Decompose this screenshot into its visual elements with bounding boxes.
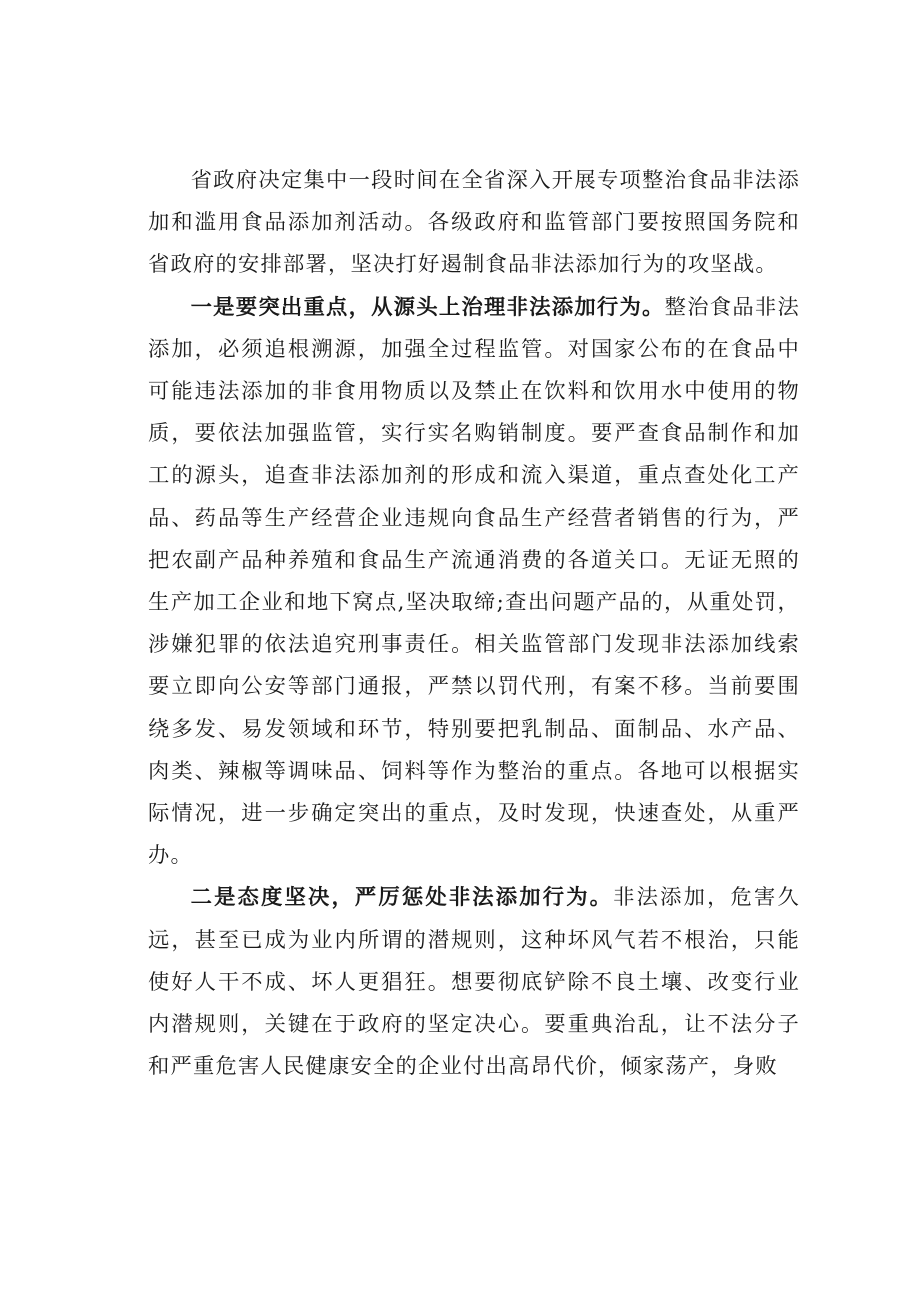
paragraph-intro [148, 160, 800, 287]
paragraph-point-one-text: 整治食品非法添加，必须追根溯源，加强全过程监管。对国家公布的在食品中可能违法添加的非食用物质以及禁止在饮料和饮用水中使用的物质，要依法加强监管，实行实名购销制度。要严查食品制作和加工的源头，追查非法添加剂的形成和流入渠道，重点查处化工产品、药品等生产经营企业违规向食品生产经营者销售的行为，严把农副产品种养殖和食品生产流通消费的各道关口。无证无照的生产加工企业和地下窝点,坚决取缔;查出问题产品的，从重处罚，涉嫌犯罪的依法追究刑事责任。相关监管部门发现非法添加线索要立即向公安等部门通报，严禁以罚代刑，有案不移。当前要围绕多发、易发领域和环节，特别要把乳制品、面制品、水产品、肉类、辣椒等调味品、饲料等作为整治的重点。各地可以根据实际情况，进一步确定突出的重点，及时发现，快速查处，从重严办。 [148, 294, 801, 869]
paragraph-point-one [148, 287, 800, 878]
paragraph-point-one-heading: 一是要突出重点，从源头上治理非法添加行为。 [190, 294, 665, 320]
paragraph-point-two-text: 非法添加，危害久远，甚至已成为业内所谓的潜规则，这种坏风气若不根治，只能使好人干不成、坏人更猖狂。想要彻底铲除不良土壤、改变行业内潜规则，关键在于政府的坚定决心。要重典治乱，让不法分子和严重危害人民健康安全的企业付出高昂代价，倾家荡产，身败 [148, 885, 800, 1080]
paragraph-point-two-heading: 二是态度坚决，严厉惩处非法添加行为。 [190, 885, 614, 911]
paragraph-intro-text: 省政府决定集中一段时间在全省深入开展专项整治食品非法添加和滥用食品添加剂活动。各级政府和监管部门要按照国务院和省政府的安排部署，坚决打好遏制食品非法添加行为的攻坚战。 [148, 168, 800, 278]
paragraph-point-two [148, 877, 800, 1088]
document-body [148, 160, 800, 1088]
